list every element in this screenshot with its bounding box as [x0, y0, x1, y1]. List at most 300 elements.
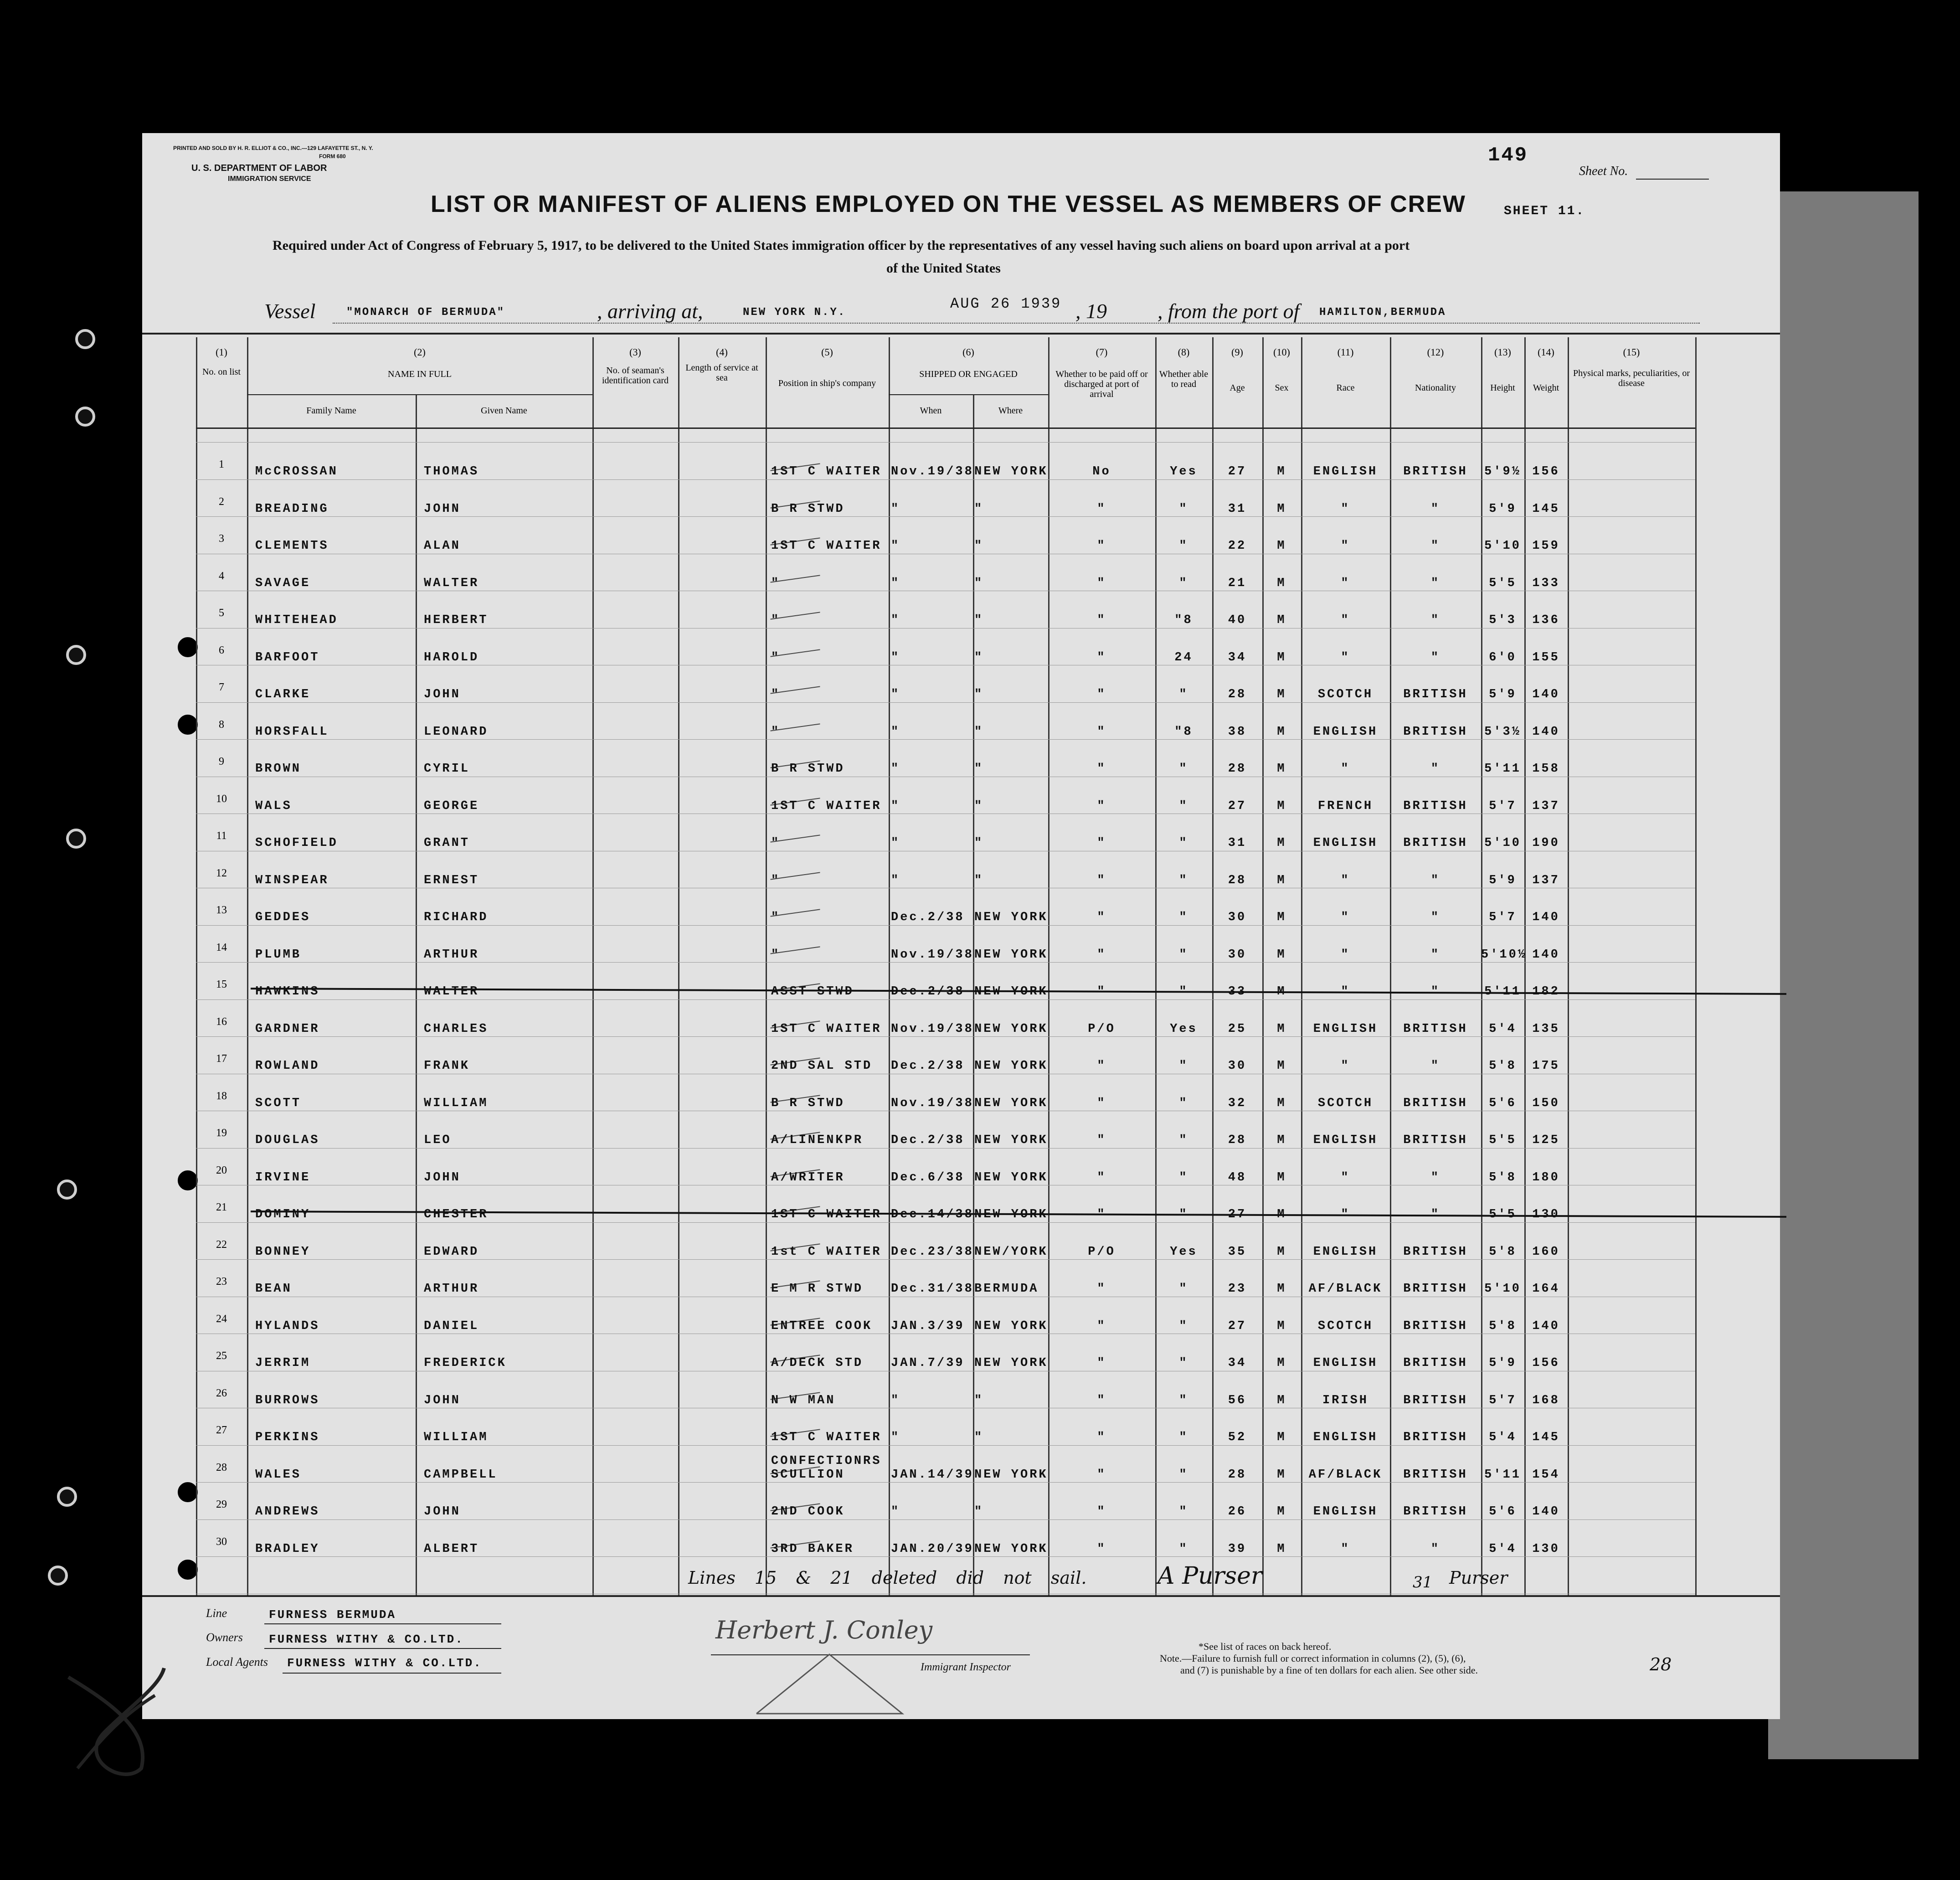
row-14-where: NEW YORK — [974, 948, 1048, 962]
row-15-position: ASST STWD — [771, 985, 854, 999]
purser-count: 31 — [1413, 1573, 1433, 1592]
row-30-where: NEW YORK — [974, 1542, 1048, 1556]
row-8-nat: BRITISH — [1403, 725, 1468, 739]
ruled-line — [196, 702, 1695, 703]
row-30-race: " — [1341, 1542, 1350, 1556]
row-1-race: ENGLISH — [1313, 465, 1378, 479]
row-25-nat: BRITISH — [1403, 1356, 1468, 1370]
row-26-no: 26 — [216, 1387, 227, 1399]
row-7-race: SCOTCH — [1317, 688, 1374, 701]
row-5-paid: " — [1097, 613, 1106, 627]
row-6-position: " — [771, 650, 781, 664]
header-family-name: Family Name — [306, 406, 356, 416]
row-26-nat: BRITISH — [1403, 1393, 1468, 1407]
row-19-height: 5'5 — [1489, 1133, 1517, 1147]
row-13-when: Dec.2/38 — [891, 911, 965, 924]
row-21-given: CHESTER — [424, 1208, 489, 1221]
row-15-read: " — [1179, 985, 1188, 999]
row-14-position: " — [771, 948, 781, 962]
row-6-family: BARFOOT — [255, 650, 320, 664]
row-6-weight: 155 — [1532, 650, 1560, 664]
row-19-paid: " — [1097, 1133, 1106, 1147]
ruled-line — [196, 1148, 1695, 1149]
row-1-nat: BRITISH — [1403, 465, 1468, 479]
corner-mark: 28 — [1650, 1654, 1672, 1674]
row-13-height: 5'7 — [1489, 911, 1517, 924]
row-5-read: "8 — [1174, 613, 1193, 627]
fine-note: and (7) is punishable by a fine of ten dollars for each alien. See other side. — [1180, 1664, 1478, 1676]
row-12-height: 5'9 — [1489, 873, 1517, 887]
row-2-race: " — [1341, 502, 1350, 516]
row-7-height: 5'9 — [1489, 688, 1517, 701]
row-11-family: SCHOFIELD — [255, 836, 338, 850]
binder-hole — [57, 1487, 77, 1507]
row-17-height: 5'8 — [1489, 1059, 1517, 1073]
row-2-family: BREADING — [255, 502, 329, 516]
row-24-when: JAN.3/39 — [891, 1319, 965, 1333]
row-27-where: " — [974, 1431, 984, 1444]
row-9-age: 28 — [1228, 762, 1247, 776]
ruled-line — [196, 739, 1695, 740]
row-25-read: " — [1179, 1356, 1188, 1370]
row-20-height: 5'8 — [1489, 1170, 1517, 1185]
row-2-nat: " — [1430, 502, 1440, 516]
row-17-no: 17 — [216, 1053, 227, 1065]
row-27-paid: " — [1097, 1431, 1106, 1444]
row-4-given: WALTER — [424, 576, 479, 590]
row-15-given: WALTER — [424, 985, 479, 999]
races-note: *See list of races on back hereof. — [1199, 1641, 1332, 1652]
row-23-height: 5'10 — [1484, 1282, 1521, 1296]
col-num-12: (12) — [1427, 346, 1444, 358]
agents-label: Local Agents — [206, 1655, 268, 1669]
row-27-family: PERKINS — [255, 1431, 320, 1444]
row-17-where: NEW YORK — [974, 1059, 1048, 1073]
row-5-where: " — [974, 613, 984, 627]
purser-signature: A Purser — [1157, 1562, 1262, 1590]
row-20-nat: " — [1430, 1170, 1440, 1185]
row-3-when: " — [891, 539, 900, 553]
row-25-where: NEW YORK — [974, 1356, 1048, 1370]
row-7-paid: " — [1097, 688, 1106, 701]
row-10-weight: 137 — [1532, 799, 1560, 813]
ruled-line — [196, 1482, 1695, 1483]
sheet-label: SHEET 11. — [1504, 204, 1585, 218]
row-1-height: 5'9½ — [1484, 465, 1521, 479]
row-26-family: BURROWS — [255, 1393, 320, 1407]
row-22-sex: M — [1277, 1245, 1286, 1259]
row-2-height: 5'9 — [1489, 502, 1517, 516]
row-12-position: " — [771, 873, 781, 887]
row-5-sex: M — [1277, 613, 1286, 627]
col-num-13: (13) — [1494, 346, 1511, 358]
row-4-age: 21 — [1228, 576, 1247, 590]
row-22-position: 1st C WAITER — [771, 1245, 882, 1259]
col-num-11: (11) — [1337, 346, 1354, 358]
row-8-position: " — [771, 725, 781, 739]
row-14-race: " — [1341, 948, 1350, 962]
row-11-height: 5'10 — [1484, 836, 1521, 850]
line-value: FURNESS BERMUDA — [269, 1608, 396, 1622]
row-8-height: 5'3½ — [1484, 725, 1521, 739]
col-num-2: (2) — [414, 346, 426, 358]
row-18-nat: BRITISH — [1403, 1096, 1468, 1110]
binder-hole — [75, 329, 95, 349]
row-11-nat: BRITISH — [1403, 836, 1468, 850]
row-30-position: 3RD BAKER — [771, 1542, 854, 1556]
shipped-subheader-rule — [889, 394, 1048, 395]
row-29-weight: 140 — [1532, 1505, 1560, 1519]
column-divider — [1695, 337, 1697, 1595]
row-8-sex: M — [1277, 725, 1286, 739]
row-27-position: 1ST C WAITER — [771, 1431, 882, 1444]
row-3-weight: 159 — [1532, 539, 1560, 553]
row-10-position: 1ST C WAITER — [771, 799, 882, 813]
row-3-race: " — [1341, 539, 1350, 553]
row-16-paid: P/O — [1088, 1022, 1116, 1036]
binder-hole — [75, 407, 95, 427]
row-7-when: " — [891, 688, 900, 701]
row-7-sex: M — [1277, 688, 1286, 701]
row-7-given: JOHN — [424, 688, 461, 701]
row-6-sex: M — [1277, 650, 1286, 664]
back-sheet — [1768, 191, 1919, 1759]
col-num-10: (10) — [1273, 346, 1290, 358]
row-23-age: 23 — [1228, 1282, 1247, 1296]
binder-hole — [178, 1170, 198, 1190]
row-24-age: 27 — [1228, 1319, 1247, 1333]
row-28-sex: M — [1277, 1468, 1286, 1482]
col-num-4: (4) — [716, 346, 728, 358]
row-21-height: 5'5 — [1489, 1208, 1517, 1221]
row-3-age: 22 — [1228, 539, 1247, 553]
row-30-age: 39 — [1228, 1542, 1247, 1556]
row-23-position: E M R STWD — [771, 1282, 864, 1296]
row-3-read: " — [1179, 539, 1188, 553]
row-16-no: 16 — [216, 1015, 227, 1028]
row-25-position: A/DECK STD — [771, 1356, 864, 1370]
row-13-position: " — [771, 911, 781, 924]
row-5-position: " — [771, 613, 781, 627]
row-9-when: " — [891, 762, 900, 776]
row-19-family: DOUGLAS — [255, 1133, 320, 1147]
row-16-read: Yes — [1170, 1022, 1198, 1036]
row-3-family: CLEMENTS — [255, 539, 329, 553]
row-20-paid: " — [1097, 1170, 1106, 1185]
purser-title: Purser — [1449, 1568, 1508, 1588]
row-23-read: " — [1179, 1282, 1188, 1296]
column-divider — [592, 337, 594, 1595]
row-28-no: 28 — [216, 1461, 227, 1473]
row-11-when: " — [891, 836, 900, 850]
row-29-read: " — [1179, 1505, 1188, 1519]
header-paid-off: Whether to be paid off or discharged at port of arrival — [1055, 369, 1148, 399]
row-17-race: " — [1341, 1059, 1350, 1073]
row-27-height: 5'4 — [1489, 1431, 1517, 1444]
row-27-nat: BRITISH — [1403, 1431, 1468, 1444]
binder-hole — [48, 1566, 68, 1586]
row-29-position: 2ND COOK — [771, 1505, 845, 1519]
row-18-paid: " — [1097, 1096, 1106, 1110]
row-1-sex: M — [1277, 465, 1286, 479]
row-2-weight: 145 — [1532, 502, 1560, 516]
binder-hole — [66, 645, 86, 665]
form-number: FORM 680 — [319, 153, 346, 160]
row-24-no: 24 — [216, 1313, 227, 1325]
row-23-weight: 164 — [1532, 1282, 1560, 1296]
row-16-given: CHARLES — [424, 1022, 489, 1036]
agents-value: FURNESS WITHY & CO.LTD. — [287, 1656, 482, 1670]
vessel-label: Vessel — [264, 299, 316, 323]
row-9-no: 9 — [219, 756, 224, 767]
row-18-read: " — [1179, 1096, 1188, 1110]
row-18-age: 32 — [1228, 1096, 1247, 1110]
row-6-where: " — [974, 650, 984, 664]
row-5-no: 5 — [219, 607, 224, 619]
row-6-read: 24 — [1174, 650, 1193, 664]
row-4-family: SAVAGE — [255, 576, 311, 590]
row-26-age: 56 — [1228, 1393, 1247, 1407]
row-19-race: ENGLISH — [1313, 1133, 1378, 1147]
row-4-weight: 133 — [1532, 576, 1560, 590]
column-divider — [678, 337, 679, 1595]
row-20-no: 20 — [216, 1164, 227, 1176]
row-15-sex: M — [1277, 985, 1286, 999]
row-25-race: ENGLISH — [1313, 1356, 1378, 1370]
row-19-read: " — [1179, 1133, 1188, 1147]
row-17-family: ROWLAND — [255, 1059, 320, 1073]
row-2-sex: M — [1277, 502, 1286, 516]
row-22-where: NEW/YORK — [974, 1245, 1048, 1259]
service: IMMIGRATION SERVICE — [228, 175, 311, 183]
header-shipped-or-engaged: SHIPPED OR ENGAGED — [919, 369, 1018, 379]
row-2-paid: " — [1097, 502, 1106, 516]
row-28-read: " — [1179, 1468, 1188, 1482]
row-24-nat: BRITISH — [1403, 1319, 1468, 1333]
row-19-sex: M — [1277, 1133, 1286, 1147]
row-16-when: Nov.19/38 — [891, 1022, 974, 1036]
row-6-race: " — [1341, 650, 1350, 664]
ruled-line — [196, 1519, 1695, 1520]
row-5-when: " — [891, 613, 900, 627]
row-16-race: ENGLISH — [1313, 1022, 1378, 1036]
column-divider — [766, 337, 767, 1595]
row-1-weight: 156 — [1532, 465, 1560, 479]
margin-scribble — [50, 1650, 178, 1787]
row-10-family: WALS — [255, 799, 292, 813]
crew-table — [196, 337, 1695, 1595]
row-9-given: CYRIL — [424, 762, 470, 776]
row-25-when: JAN.7/39 — [891, 1356, 965, 1370]
vessel-name: "MONARCH OF BERMUDA" — [346, 306, 505, 319]
row-25-no: 25 — [216, 1350, 227, 1362]
row-14-height: 5'10½ — [1481, 948, 1528, 962]
row-18-no: 18 — [216, 1090, 227, 1102]
arrival-date: AUG 26 1939 — [950, 295, 1062, 312]
row-12-family: WINSPEAR — [255, 873, 329, 887]
inspector-signature: Herbert J. Conley — [715, 1616, 933, 1644]
row-23-race: AF/BLACK — [1308, 1282, 1383, 1296]
row-20-read: " — [1179, 1170, 1188, 1185]
row-3-height: 5'10 — [1484, 539, 1521, 553]
ruled-line — [196, 925, 1695, 926]
row-19-position: A/LINENKPR — [771, 1133, 864, 1147]
header-length-of-service: Length of service at sea — [685, 363, 758, 383]
row-13-paid: " — [1097, 911, 1106, 924]
row-28-race: AF/BLACK — [1308, 1468, 1383, 1482]
row-15-nat: " — [1430, 985, 1440, 999]
inspector-stamp-outline — [747, 1645, 911, 1718]
row-19-where: NEW YORK — [974, 1133, 1048, 1147]
row-9-weight: 158 — [1532, 762, 1560, 776]
ruled-line — [196, 1036, 1695, 1037]
row-1-when: Nov.19/38 — [891, 465, 974, 479]
binder-hole — [178, 637, 198, 657]
row-17-sex: M — [1277, 1059, 1286, 1073]
row-26-height: 5'7 — [1489, 1393, 1517, 1407]
row-24-family: HYLANDS — [255, 1319, 320, 1333]
row-7-no: 7 — [219, 681, 224, 693]
row-7-position: " — [771, 688, 781, 701]
row-10-no: 10 — [216, 793, 227, 805]
row-21-when: Dec.14/38 — [891, 1208, 974, 1221]
header-given-name: Given Name — [481, 406, 527, 416]
col-num-7: (7) — [1096, 346, 1108, 358]
row-18-race: SCOTCH — [1317, 1096, 1374, 1110]
row-27-age: 52 — [1228, 1431, 1247, 1444]
row-27-race: ENGLISH — [1313, 1431, 1378, 1444]
column-divider — [1568, 337, 1569, 1595]
row-18-family: SCOTT — [255, 1096, 302, 1110]
row-3-no: 3 — [219, 533, 224, 545]
row-22-no: 22 — [216, 1238, 227, 1251]
row-30-family: BRADLEY — [255, 1542, 320, 1556]
row-29-height: 5'6 — [1489, 1505, 1517, 1519]
row-5-age: 40 — [1228, 613, 1247, 627]
row-22-paid: P/O — [1088, 1245, 1116, 1259]
row-23-nat: BRITISH — [1403, 1282, 1468, 1296]
failure-note: Note.—Failure to furnish full or correct information in columns (2), (5), (6), — [1160, 1653, 1466, 1664]
row-20-age: 48 — [1228, 1170, 1247, 1185]
ruled-line — [196, 442, 1695, 443]
row-11-paid: " — [1097, 836, 1106, 850]
row-26-weight: 168 — [1532, 1393, 1560, 1407]
row-11-weight: 190 — [1532, 836, 1560, 850]
row-1-no: 1 — [219, 458, 224, 470]
row-4-position: " — [771, 576, 781, 590]
row-2-age: 31 — [1228, 502, 1247, 516]
row-14-paid: " — [1097, 948, 1106, 962]
row-14-age: 30 — [1228, 948, 1247, 962]
row-10-where: " — [974, 799, 984, 813]
row-11-given: GRANT — [424, 836, 470, 850]
row-3-sex: M — [1277, 539, 1286, 553]
owners-label: Owners — [206, 1631, 243, 1644]
row-5-nat: " — [1430, 613, 1440, 627]
binder-hole — [57, 1180, 77, 1200]
row-29-nat: BRITISH — [1403, 1505, 1468, 1519]
header-weight: Weight — [1533, 383, 1559, 393]
row-23-when: Dec.31/38 — [891, 1282, 974, 1296]
ruled-line — [196, 1222, 1695, 1223]
header-nationality: Nationality — [1415, 383, 1456, 393]
row-4-race: " — [1341, 576, 1350, 590]
row-20-sex: M — [1277, 1170, 1286, 1185]
row-26-read: " — [1179, 1393, 1188, 1407]
row-17-nat: " — [1430, 1059, 1440, 1073]
row-1-position: 1ST C WAITER — [771, 465, 882, 479]
row-28-position: CONFECTIONRS SCULLION — [771, 1454, 882, 1482]
row-29-family: ANDREWS — [255, 1505, 320, 1519]
row-19-when: Dec.2/38 — [891, 1133, 965, 1147]
row-28-height: 5'11 — [1484, 1468, 1521, 1482]
header-physical-marks: Physical marks, peculiarities, or disease — [1573, 368, 1690, 388]
row-23-family: BEAN — [255, 1282, 292, 1296]
row-21-sex: M — [1277, 1208, 1286, 1221]
row-21-nat: " — [1430, 1208, 1440, 1221]
row-15-age: 33 — [1228, 985, 1247, 999]
row-19-age: 28 — [1228, 1133, 1247, 1147]
row-10-given: GEORGE — [424, 799, 479, 813]
row-2-when: " — [891, 502, 900, 516]
row-18-when: Nov.19/38 — [891, 1096, 974, 1110]
departure-port: HAMILTON,BERMUDA — [1319, 306, 1446, 319]
row-21-no: 21 — [216, 1201, 227, 1213]
col-num-9: (9) — [1231, 346, 1243, 358]
row-26-sex: M — [1277, 1393, 1286, 1407]
ruled-line — [196, 516, 1695, 517]
row-15-height: 5'11 — [1484, 985, 1521, 999]
row-8-age: 38 — [1228, 725, 1247, 739]
row-14-nat: " — [1430, 948, 1440, 962]
header-sex: Sex — [1275, 383, 1289, 393]
row-19-given: LEO — [424, 1133, 452, 1147]
owners-value: FURNESS WITHY & CO.LTD. — [269, 1633, 464, 1646]
row-24-position: ENTREE COOK — [771, 1319, 873, 1333]
row-5-family: WHITEHEAD — [255, 613, 338, 627]
row-20-where: NEW YORK — [974, 1170, 1048, 1185]
row-3-where: " — [974, 539, 984, 553]
from-label: , from the port of — [1157, 299, 1300, 323]
column-divider — [889, 337, 890, 1595]
row-9-read: " — [1179, 762, 1188, 776]
row-4-height: 5'5 — [1489, 576, 1517, 590]
col-num-15: (15) — [1623, 346, 1640, 358]
row-12-given: ERNEST — [424, 873, 479, 887]
header-position: Position in ship's company — [778, 378, 876, 388]
row-1-age: 27 — [1228, 465, 1247, 479]
row-15-where: NEW YORK — [974, 985, 1048, 999]
row-12-race: " — [1341, 873, 1350, 887]
page-title: LIST OR MANIFEST OF ALIENS EMPLOYED ON THE VESSEL AS MEMBERS OF CREW — [431, 191, 1466, 217]
row-8-paid: " — [1097, 725, 1106, 739]
row-14-sex: M — [1277, 948, 1286, 962]
row-22-height: 5'8 — [1489, 1245, 1517, 1259]
row-12-where: " — [974, 873, 984, 887]
row-14-weight: 140 — [1532, 948, 1560, 962]
row-24-race: SCOTCH — [1317, 1319, 1374, 1333]
line-label: Line — [206, 1607, 227, 1620]
row-19-weight: 125 — [1532, 1133, 1560, 1147]
row-12-read: " — [1179, 873, 1188, 887]
row-11-position: " — [771, 836, 781, 850]
row-7-weight: 140 — [1532, 688, 1560, 701]
row-9-sex: M — [1277, 762, 1286, 776]
row-7-where: " — [974, 688, 984, 701]
row-12-paid: " — [1097, 873, 1106, 887]
header-rule — [142, 333, 1780, 335]
row-4-sex: M — [1277, 576, 1286, 590]
